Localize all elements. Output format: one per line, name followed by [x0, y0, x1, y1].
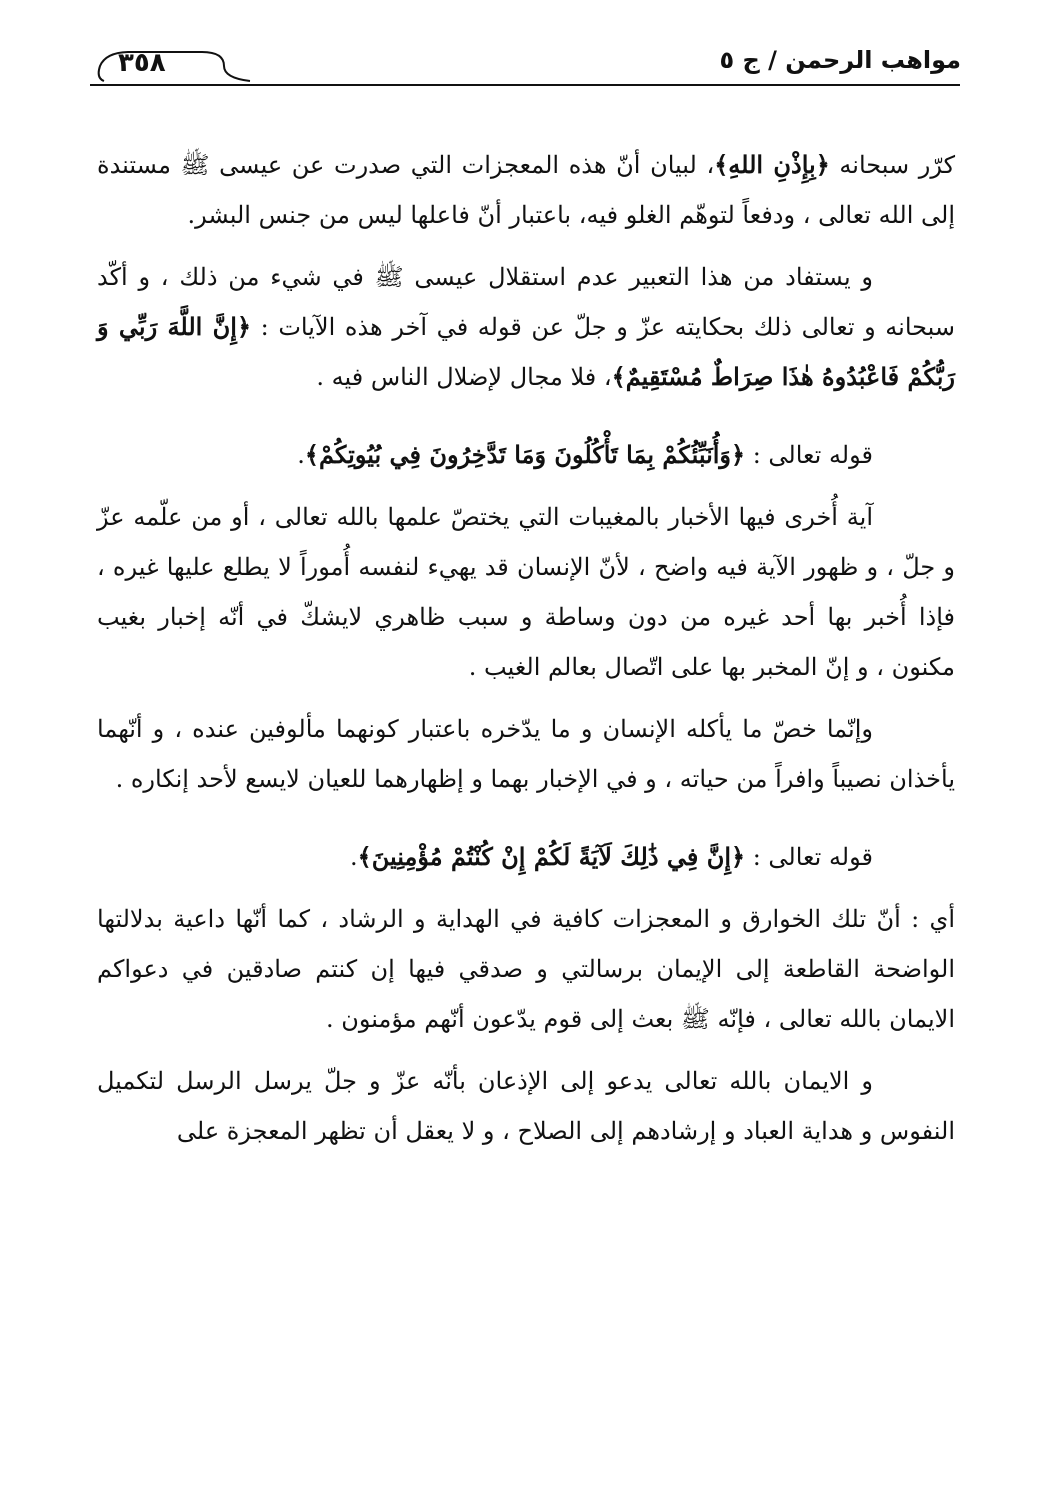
quran-verse: ﴿وَأُنَبِّئُكُمْ بِمَا تَأْكُلُونَ وَمَا تَدَّخِرُونَ فِي بُيُوتِكُمْ﴾: [304, 440, 746, 469]
running-header-title: مواهب الرحمن / ج ٥: [719, 46, 961, 74]
paragraph-5: أي : أنّ تلك الخوارق و المعجزات كافية في الهداية و الرشاد ، كما أنّها داعية بدلالتها الواضحة القاطعة إلى الإيمان برسالتي و صدقي فيها إن كنتم صادقين في دعواكم الايمان بالله تعالى ، فإنّه ﷺ بعث إلى قوم يدّعون أنّهم مؤمنون .: [97, 905, 955, 1033]
text-run: .: [350, 843, 358, 871]
paragraph-3: آية أُخرى فيها الأخبار بالمغيبات التي يختصّ علمها بالله تعالى ، أو من علّمه عزّ و جلّ ، و ظهور الآية فيه واضح ، لأنّ الإنسان قد يهيء لنفسه أُموراً لا يطلع عليها غيره ، فإذا أُخبر بها أحد غيره من دون وساطة و سبب ظاهري لايشكّ في أنّه إخبار بغيب مكنون ، و إنّ المخبر بها على اتّصال بعالم الغيب .: [97, 503, 956, 681]
paragraph-4: وإنّما خصّ ما يأكله الإنسان و ما يدّخره باعتبار كونهما مألوفين عنده ، و أنّهما يأخذان نصيباً وافراً من حياته ، و في الإخبار بهما و إظهارهما للعيان لايسع لأحد إنكاره .: [97, 715, 955, 793]
paragraph-6: و الايمان بالله تعالى يدعو إلى الإذعان بأنّه عزّ و جلّ يرسل الرسل لتكميل النفوس و هداية العباد و إرشادهم إلى الصلاح ، و لا يعقل أن تظهر المعجزة على: [97, 1067, 955, 1145]
main-text: [97, 140, 955, 1168]
header-divider: [90, 84, 960, 86]
paragraph-1: [97, 140, 955, 240]
text-run: قوله تعالى :: [745, 441, 873, 469]
text-run: ، لبيان أنّ هذه المعجزات التي صدرت عن عيسى ﷺ مستندة إلى الله تعالى ، ودفعاً لتوهّم الغلو فيه، باعتبار أنّ فاعلها ليس من جنس البشر.: [97, 151, 955, 229]
text-run: قوله تعالى :: [745, 843, 873, 871]
verse-heading-2: [97, 832, 955, 882]
quran-verse: ﴿إِنَّ فِي ذَٰلِكَ لَآيَةً لَكُمْ إِنْ كُنْتُمْ مُؤْمِنِينَ﴾: [357, 842, 746, 871]
text-run: و يستفاد من هذا التعبير عدم استقلال عيسى ﷺ في شيء من ذلك ، و أكّد سبحانه و تعالى ذلك بحكايته عزّ و جلّ عن قوله في آخر هذه الآيات :: [97, 263, 956, 341]
text-run: .: [297, 441, 305, 469]
paragraph-2: [97, 252, 955, 402]
text-run: كرّر سبحانه: [829, 151, 956, 179]
quran-verse: ﴿بِإِذْنِ اللهِ﴾: [714, 150, 830, 179]
verse-heading-1: [97, 430, 955, 480]
page-number-badge: [90, 48, 290, 82]
text-run: ، فلا مجال لإضلال الناس فيه .: [316, 363, 612, 391]
quran-verse: ﴿إِنَّ اللَّهَ رَبِّي وَ رَبُّكُمْ فَاعْبُدُوهُ هٰذَا صِرَاطٌ مُسْتَقِيمٌ﴾: [97, 312, 955, 391]
page-number: ٣٥٨: [118, 48, 166, 78]
